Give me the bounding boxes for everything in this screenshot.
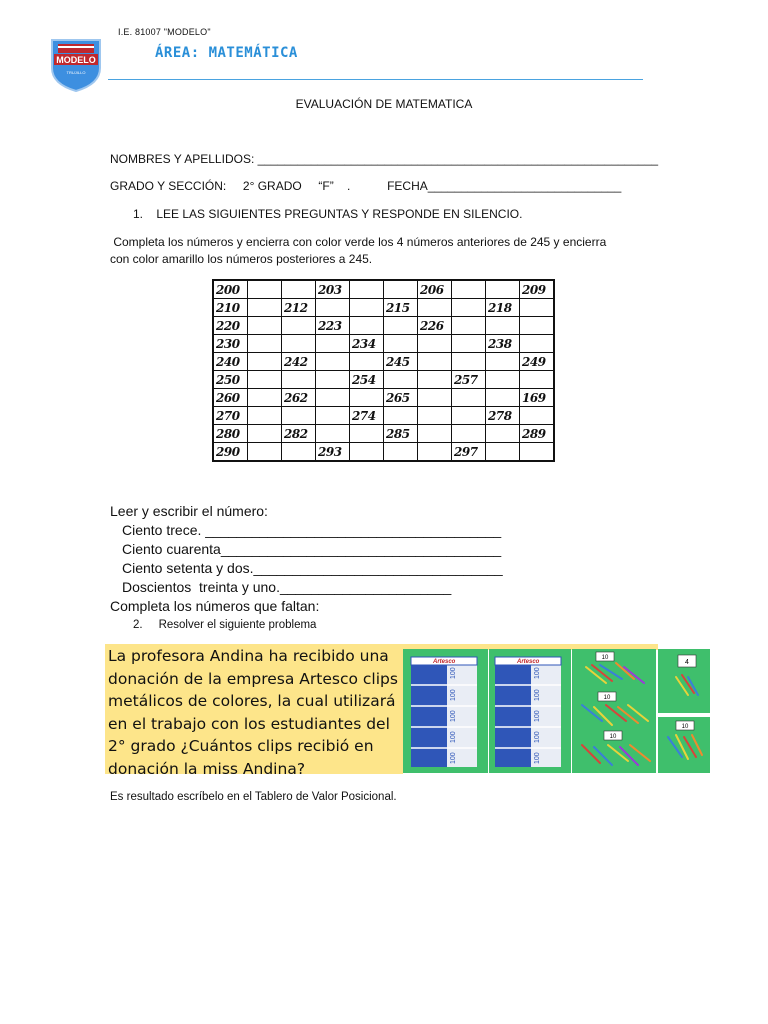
grid-cell-empty: [248, 299, 282, 317]
box-count: 100: [450, 667, 457, 679]
clip-box-stack-image: [403, 649, 488, 773]
school-logo: [48, 34, 104, 92]
grid-cell-empty: [316, 335, 350, 353]
box-count: 100: [534, 710, 541, 722]
reading-item: Ciento cuarenta____________________________________: [122, 541, 502, 557]
grid-cell-empty: [486, 280, 520, 299]
grid-cell-number: 210: [213, 299, 248, 317]
grid-cell-empty: [282, 335, 316, 353]
grid-cell-empty: [248, 443, 282, 462]
grid-cell-number: 242: [282, 353, 316, 371]
grid-cell-empty: [316, 371, 350, 389]
grid-cell-number: 290: [213, 443, 248, 462]
grid-cell-empty: [418, 335, 452, 353]
problem-line: donación de la empresa Artesco clips: [108, 669, 398, 688]
grid-cell-empty: [350, 353, 384, 371]
reading-item: Ciento setenta y dos.________________________________: [122, 560, 503, 576]
grid-cell-number: 249: [520, 353, 555, 371]
box-count: 100: [534, 667, 541, 679]
grid-cell-empty: [520, 299, 555, 317]
grid-cell-empty: [248, 280, 282, 299]
grid-cell-empty: [384, 371, 418, 389]
grid-cell-number: 260: [213, 389, 248, 407]
grid-cell-empty: [350, 443, 384, 462]
page-title: EVALUACIÓN DE MATEMATICA: [295, 97, 473, 111]
grid-cell-number: 282: [282, 425, 316, 443]
grid-row: [213, 407, 554, 425]
grid-cell-empty: [282, 371, 316, 389]
grid-row: [213, 335, 554, 353]
reading-item: Ciento trece. ______________________________________: [122, 522, 502, 538]
question-2: 2. Resolver el siguiente problema: [133, 619, 317, 631]
grid-cell-empty: [452, 317, 486, 335]
box-count: 100: [450, 752, 457, 764]
grid-cell-empty: [452, 335, 486, 353]
grid-cell-empty: [350, 317, 384, 335]
reading-item: Doscientos treinta y uno.______________________: [122, 579, 452, 595]
grid-cell-empty: [418, 353, 452, 371]
grid-cell-empty: [316, 353, 350, 371]
grid-cell-number: 223: [316, 317, 350, 335]
grid-cell-number: 297: [452, 443, 486, 462]
grid-cell-empty: [452, 389, 486, 407]
header-rule: [108, 79, 643, 80]
tag-ten: 10: [603, 695, 611, 701]
grid-cell-empty: [452, 353, 486, 371]
tag-ten: 10: [681, 724, 689, 730]
grid-cell-empty: [282, 280, 316, 299]
box-count: 100: [534, 731, 541, 743]
grid-row: [213, 280, 554, 299]
grid-cell-empty: [452, 280, 486, 299]
grid-cell-empty: [248, 353, 282, 371]
names-field: NOMBRES Y APELLIDOS: ____________________________________________________________: [110, 152, 659, 166]
tag-ten: 10: [601, 655, 609, 661]
grid-cell-number: 265: [384, 389, 418, 407]
grid-cell-number: 250: [213, 371, 248, 389]
grid-cell-empty: [350, 280, 384, 299]
grid-row: [213, 353, 554, 371]
grid-cell-empty: [418, 407, 452, 425]
grid-cell-number: 226: [418, 317, 452, 335]
grid-cell-empty: [248, 371, 282, 389]
grid-cell-empty: [384, 443, 418, 462]
grid-cell-number: 238: [486, 335, 520, 353]
grid-cell-empty: [418, 425, 452, 443]
grid-cell-empty: [520, 335, 555, 353]
question-1: 1. LEE LAS SIGUIENTES PREGUNTAS Y RESPONDE EN SILENCIO.: [133, 207, 523, 221]
grid-cell-empty: [316, 389, 350, 407]
grid-cell-number: 200: [213, 280, 248, 299]
grid-cell-number: 257: [452, 371, 486, 389]
area-heading: ÁREA: MATEMÁTICA: [155, 45, 298, 61]
grid-cell-empty: [384, 335, 418, 353]
grid-cell-number: 289: [520, 425, 555, 443]
grid-cell-empty: [248, 335, 282, 353]
grid-cell-number: 278: [486, 407, 520, 425]
grid-cell-empty: [418, 389, 452, 407]
footer-instruction: Es resultado escríbelo en el Tablero de Valor Posicional.: [110, 791, 397, 803]
grid-cell-number: 215: [384, 299, 418, 317]
grid-cell-empty: [248, 389, 282, 407]
grid-row: [213, 317, 554, 335]
grid-cell-empty: [316, 299, 350, 317]
grid-cell-empty: [486, 371, 520, 389]
box-count: 100: [534, 752, 541, 764]
grid-cell-empty: [418, 443, 452, 462]
grid-cell-number: 254: [350, 371, 384, 389]
grid-cell-empty: [384, 407, 418, 425]
grid-cell-empty: [248, 317, 282, 335]
reading-heading: Leer y escribir el número:: [110, 503, 268, 519]
grid-cell-number: 293: [316, 443, 350, 462]
grid-cell-empty: [520, 317, 555, 335]
grid-row: [213, 371, 554, 389]
grid-cell-empty: [520, 443, 555, 462]
grid-cell-empty: [486, 317, 520, 335]
grid-cell-number: 206: [418, 280, 452, 299]
problem-line: 2° grado ¿Cuántos clips recibió en: [108, 737, 374, 756]
grid-cell-empty: [316, 425, 350, 443]
tag-four: 4: [685, 659, 689, 666]
grid-cell-number: 280: [213, 425, 248, 443]
box-count: 100: [534, 689, 541, 701]
grid-cell-number: 169: [520, 389, 555, 407]
instruction-line-2: con color amarillo los números posteriores a 245.: [110, 252, 373, 266]
grid-row: [213, 299, 554, 317]
school-name: I.E. 81007 "MODELO": [118, 27, 211, 37]
grid-cell-empty: [452, 299, 486, 317]
number-grid: [212, 279, 555, 462]
grid-cell-empty: [350, 425, 384, 443]
problem-line: en el trabajo con los estudiantes del: [108, 714, 390, 733]
grid-cell-empty: [316, 407, 350, 425]
grid-cell-number: 234: [350, 335, 384, 353]
logo-subtext: TRUJILLO: [66, 70, 86, 75]
grid-cell-number: 218: [486, 299, 520, 317]
grid-cell-empty: [248, 407, 282, 425]
problem-line: La profesora Andina ha recibido una: [108, 647, 389, 665]
grid-cell-empty: [486, 389, 520, 407]
grid-cell-empty: [486, 353, 520, 371]
grid-cell-number: 220: [213, 317, 248, 335]
instruction-line-1: Completa los números y encierra con color verde los 4 números anteriores de 245 y encierra: [110, 235, 607, 249]
grid-cell-empty: [520, 371, 555, 389]
box-count: 100: [450, 710, 457, 722]
grid-row: [213, 425, 554, 443]
box-brand: Artesco: [517, 659, 540, 665]
grid-cell-empty: [452, 407, 486, 425]
grid-row: [213, 443, 554, 462]
grid-cell-number: 203: [316, 280, 350, 299]
grid-cell-number: 230: [213, 335, 248, 353]
clip-groups-image: [572, 649, 656, 773]
grid-cell-number: 270: [213, 407, 248, 425]
grid-cell-empty: [486, 425, 520, 443]
grid-cell-empty: [350, 299, 384, 317]
grid-cell-number: 285: [384, 425, 418, 443]
logo-text: MODELO: [56, 55, 96, 65]
grid-cell-number: 240: [213, 353, 248, 371]
grid-cell-empty: [520, 407, 555, 425]
grid-cell-empty: [282, 407, 316, 425]
grid-cell-empty: [452, 425, 486, 443]
grid-cell-empty: [418, 371, 452, 389]
grid-cell-number: 262: [282, 389, 316, 407]
problem-line: donación la miss Andina?: [108, 759, 306, 778]
grid-cell-empty: [350, 389, 384, 407]
tag-ten: 10: [609, 734, 617, 740]
grid-cell-empty: [486, 443, 520, 462]
grid-cell-empty: [282, 317, 316, 335]
grid-cell-empty: [384, 317, 418, 335]
grid-cell-number: 274: [350, 407, 384, 425]
box-count: 100: [450, 731, 457, 743]
complete-instruction: Completa los números que faltan:: [110, 598, 320, 614]
grade-field: GRADO Y SECCIÓN: 2° GRADO “F” . FECHA_____________________________: [110, 179, 622, 193]
problem-line: metálicos de colores, la cual utilizará: [108, 692, 396, 711]
problem-text: [108, 645, 408, 781]
grid-cell-number: 245: [384, 353, 418, 371]
clip-box-stack-image: [489, 649, 571, 773]
box-count: 100: [450, 689, 457, 701]
grid-cell-empty: [282, 443, 316, 462]
grid-cell-empty: [384, 280, 418, 299]
clip-counting-tiles-image: [658, 649, 710, 773]
grid-cell-number: 209: [520, 280, 555, 299]
grid-row: [213, 389, 554, 407]
box-brand: Artesco: [433, 659, 456, 665]
grid-cell-empty: [418, 299, 452, 317]
grid-cell-empty: [248, 425, 282, 443]
grid-cell-number: 212: [282, 299, 316, 317]
